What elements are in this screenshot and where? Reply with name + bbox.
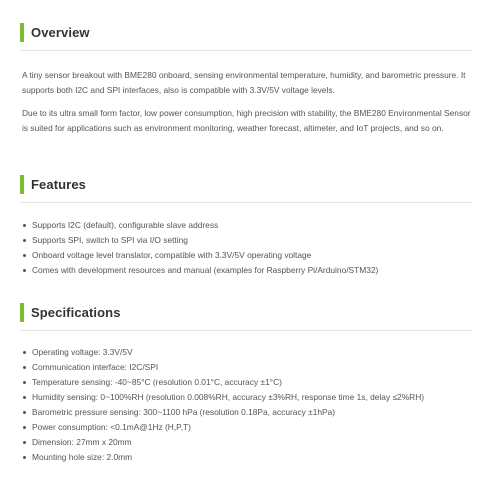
bullet-icon	[23, 456, 26, 459]
list-item	[22, 420, 472, 435]
list-item	[22, 405, 472, 420]
overview-divider	[20, 50, 472, 51]
list-item	[22, 218, 472, 233]
list-item	[22, 435, 472, 450]
features-divider	[20, 202, 472, 203]
feature-text: Onboard voltage level translator, compatible with 3.3V/5V operating voltage	[32, 250, 312, 260]
bullet-icon	[23, 224, 26, 227]
section-accent-bar	[20, 23, 24, 42]
specifications-list	[22, 345, 472, 465]
bullet-icon	[23, 396, 26, 399]
bullet-icon	[23, 351, 26, 354]
features-title: Features	[31, 176, 86, 192]
spec-text: Temperature sensing: -40~85°C (resolution 0.01°C, accuracy ±1°C)	[32, 377, 282, 387]
bullet-icon	[23, 441, 26, 444]
features-header	[20, 174, 86, 194]
list-item	[22, 233, 472, 248]
features-list	[22, 218, 472, 278]
overview-title: Overview	[31, 24, 90, 40]
bullet-icon	[23, 366, 26, 369]
feature-text: Comes with development resources and manual (examples for Raspberry Pi/Arduino/STM32)	[32, 265, 379, 275]
spec-text: Operating voltage: 3.3V/5V	[32, 347, 133, 357]
bullet-icon	[23, 254, 26, 257]
spec-text: Barometric pressure sensing: 300~1100 hPa (resolution 0.18Pa, accuracy ±1hPa)	[32, 407, 336, 417]
feature-text: Supports I2C (default), configurable slave address	[32, 220, 219, 230]
section-accent-bar	[20, 303, 24, 322]
bullet-icon	[23, 239, 26, 242]
spec-text: Humidity sensing: 0~100%RH (resolution 0.008%RH, accuracy ±3%RH, response time 1s, delay ≤2%RH)	[32, 392, 425, 402]
list-item	[22, 345, 472, 360]
spec-text: Communication interface: I2C/SPI	[32, 362, 159, 372]
list-item	[22, 450, 472, 465]
list-item	[22, 375, 472, 390]
feature-text: Supports SPI, switch to SPI via I/O setting	[32, 235, 188, 245]
specifications-header	[20, 302, 121, 322]
overview-paragraph-1: A tiny sensor breakout with BME280 onboard, sensing environmental temperature, humidity, and barometric pressure. It supports both I2C and SPI interfaces, also is compatible with 3.3V/5V voltage levels.	[22, 70, 466, 95]
bullet-icon	[23, 381, 26, 384]
spec-text: Mounting hole size: 2.0mm	[32, 452, 133, 462]
overview-paragraph-2: Due to its ultra small form factor, low power consumption, high precision with stability, the BME280 Environmental Sensor is suited for applications such as environment monitoring, weather forecast, altimeter, and IoT projects, and so on.	[22, 108, 471, 133]
bullet-icon	[23, 426, 26, 429]
bullet-icon	[23, 269, 26, 272]
list-item	[22, 390, 472, 405]
overview-header	[20, 22, 90, 42]
specifications-title: Specifications	[31, 304, 121, 320]
section-accent-bar	[20, 175, 24, 194]
list-item	[22, 248, 472, 263]
list-item	[22, 360, 472, 375]
bullet-icon	[23, 411, 26, 414]
list-item	[22, 263, 472, 278]
spec-text: Dimension: 27mm x 20mm	[32, 437, 132, 447]
specifications-divider	[20, 330, 472, 331]
spec-text: Power consumption: <0.1mA@1Hz (H,P,T)	[32, 422, 191, 432]
